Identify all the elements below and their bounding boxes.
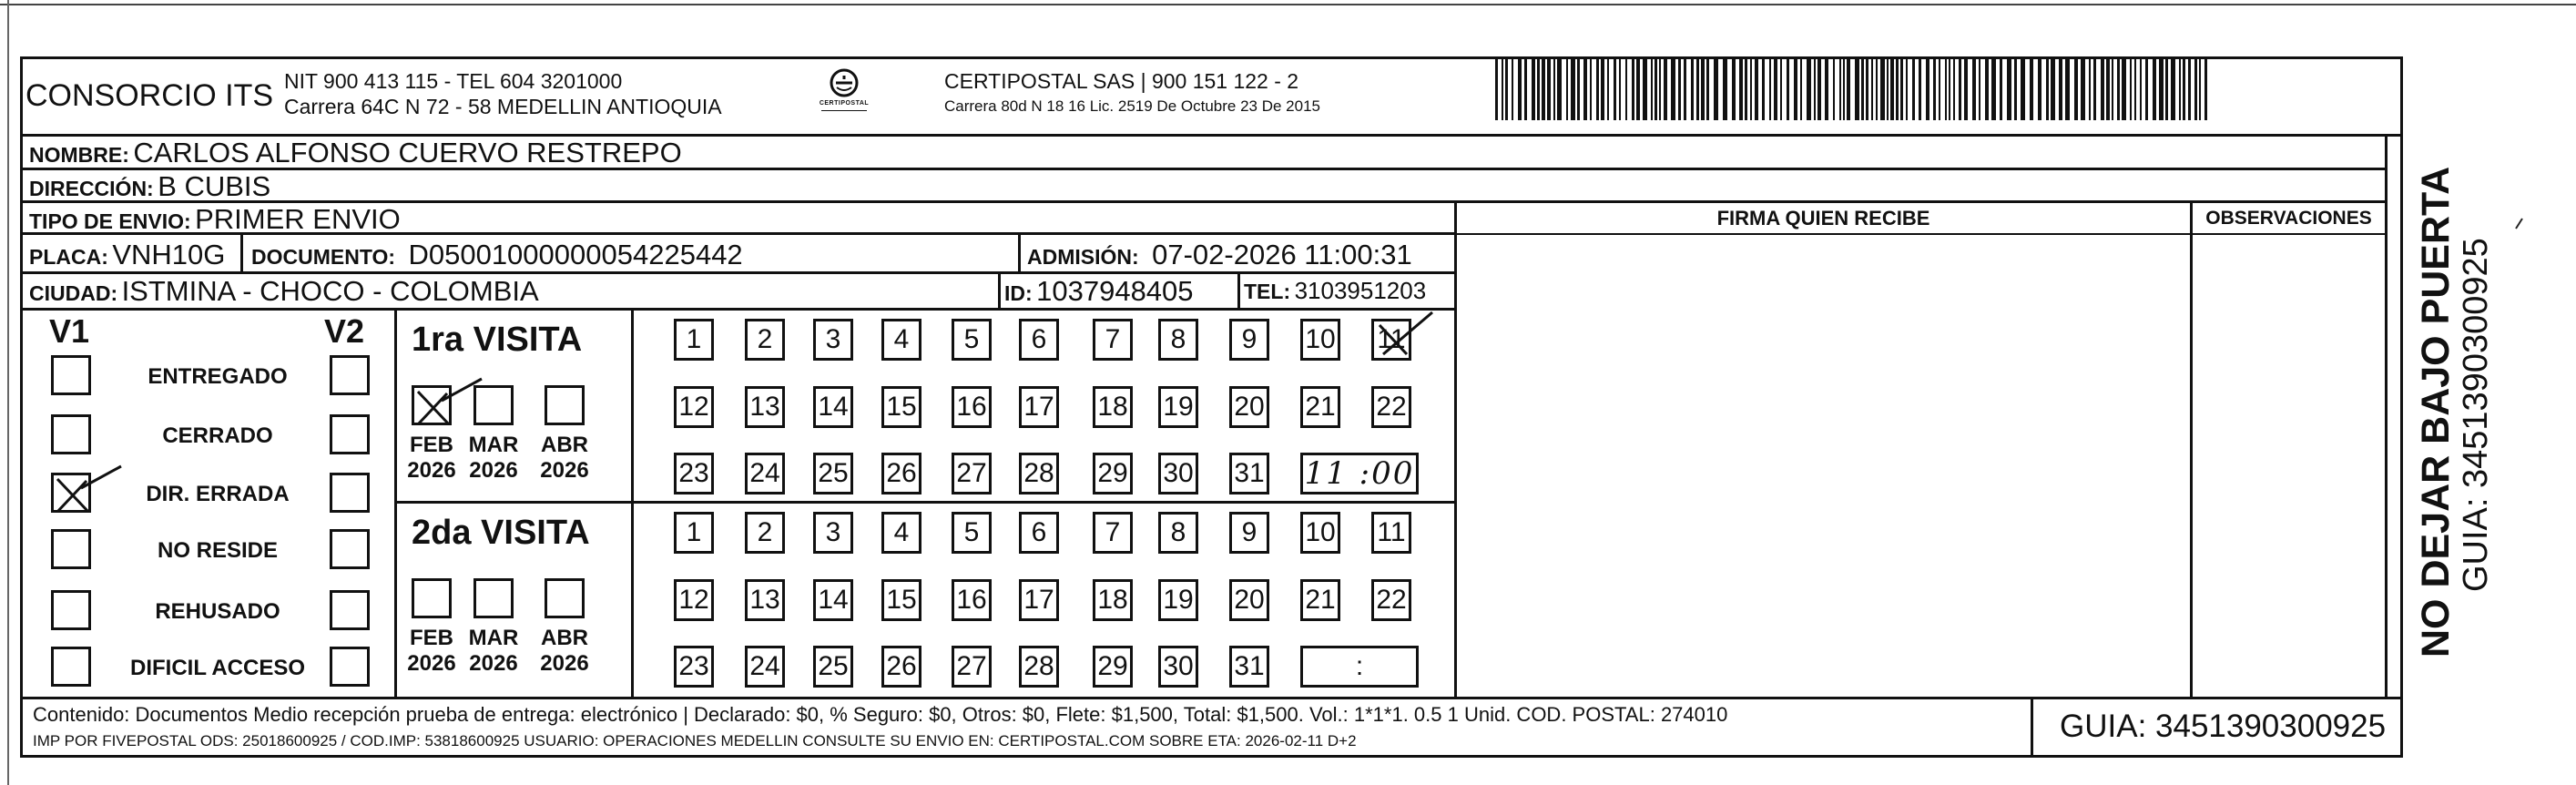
tipo-envio-label: TIPO DE ENVIO:: [29, 209, 191, 233]
second-visit-day-label-13: 13: [749, 585, 780, 615]
carrier-address: Carrera 80d N 18 16 Lic. 2519 De Octubre 23 De 2015: [944, 97, 1320, 115]
first-visit-day-20[interactable]: [1229, 386, 1269, 428]
second-visit-day-label-5: 5: [963, 517, 980, 547]
second-visit-day-label-12: 12: [678, 585, 709, 615]
carrier-name: CERTIPOSTAL SAS | 900 151 122 - 2: [944, 69, 1299, 93]
first-visit-day-label-26: 26: [886, 458, 917, 488]
first-visit-day-label-5: 5: [963, 324, 980, 354]
second-visit-day-5[interactable]: [952, 512, 992, 554]
second-visit-day-label-29: 29: [1097, 651, 1128, 681]
second-visit-time-value: :: [1355, 651, 1364, 681]
first-visit-day-label-11: 11: [1377, 324, 1406, 354]
first-visit-day-label-29: 29: [1097, 458, 1128, 488]
second-visit-day-26[interactable]: [881, 646, 921, 688]
first-visit-day-31[interactable]: [1229, 453, 1269, 494]
first-visit-day-label-25: 25: [818, 458, 849, 488]
scan-edge-top: [0, 4, 2576, 5]
second-visit-day-23[interactable]: [674, 646, 714, 688]
second-visit-time-box[interactable]: [1300, 646, 1419, 688]
first-visit-day-13[interactable]: [745, 386, 785, 428]
first-visit-day-9[interactable]: [1229, 319, 1269, 361]
v1-checkbox-1[interactable]: [51, 414, 91, 454]
second-visit-day-label-4: 4: [893, 517, 910, 547]
documento-value: D05001000000054225442: [408, 239, 743, 270]
first-visit-day-label-28: 28: [1023, 458, 1054, 488]
second-visit-day-24[interactable]: [745, 646, 785, 688]
first-visit-day-23[interactable]: [674, 453, 714, 494]
first-visit-month-year-1: 2026: [469, 457, 518, 483]
first-visit-day-label-12: 12: [678, 392, 709, 422]
second-visit-day-label-23: 23: [678, 651, 709, 681]
direccion-value: B CUBIS: [158, 170, 271, 202]
second-visit-month-year-2: 2026: [540, 650, 589, 676]
first-visit-day-label-17: 17: [1023, 392, 1054, 422]
nombre-value: CARLOS ALFONSO CUERVO RESTREPO: [133, 137, 682, 168]
second-visit-day-9[interactable]: [1229, 512, 1269, 554]
first-visit-day-label-10: 10: [1305, 324, 1336, 354]
second-visit-day-29[interactable]: [1093, 646, 1133, 688]
first-visit-day-28[interactable]: [1019, 453, 1059, 494]
second-visit-day-label-10: 10: [1305, 517, 1336, 547]
second-visit-month-label-1: [459, 626, 528, 676]
second-visit-day-label-21: 21: [1305, 585, 1336, 615]
second-visit-day-8[interactable]: [1158, 512, 1198, 554]
tel-label: TEL:: [1244, 280, 1291, 303]
v2-label: V2: [324, 312, 365, 350]
first-visit-day-15[interactable]: [881, 386, 921, 428]
second-visit-day-19[interactable]: [1158, 579, 1198, 621]
second-visit-day-3[interactable]: [813, 512, 853, 554]
first-visit-day-12[interactable]: [674, 386, 714, 428]
first-visit-day-label-16: 16: [956, 392, 987, 422]
first-visit-day-label-21: 21: [1305, 392, 1336, 422]
status-label-0: ENTREGADO: [148, 364, 288, 389]
second-visit-day-16[interactable]: [952, 579, 992, 621]
first-visit-day-label-4: 4: [893, 324, 910, 354]
status-label-3: NO RESIDE: [157, 538, 279, 563]
ciudad-label: CIUDAD:: [29, 281, 118, 305]
second-visit-day-28[interactable]: [1019, 646, 1059, 688]
second-visit-day-label-14: 14: [818, 585, 849, 615]
second-visit-day-label-31: 31: [1234, 651, 1265, 681]
second-visit-day-31[interactable]: [1229, 646, 1269, 688]
second-visit-day-12[interactable]: [674, 579, 714, 621]
first-visit-day-26[interactable]: [881, 453, 921, 494]
first-visit-day-8[interactable]: [1158, 319, 1198, 361]
second-visit-day-label-20: 20: [1234, 585, 1265, 615]
second-visit-day-label-22: 22: [1376, 585, 1407, 615]
side-vertical-text: [2413, 164, 2513, 665]
placa-value: VNH10G: [112, 239, 226, 270]
first-visit-day-label-24: 24: [749, 458, 780, 488]
v1-checkbox-4[interactable]: [51, 590, 91, 630]
v1-checkbox-3[interactable]: [51, 529, 91, 569]
first-visit-month-checkbox-2[interactable]: [545, 385, 585, 425]
status-label-1: CERRADO: [162, 423, 273, 448]
first-visit-month-label-0: [397, 433, 466, 483]
admision-value: 07-02-2026 11:00:31: [1152, 239, 1412, 270]
first-visit-day-10[interactable]: [1300, 319, 1340, 361]
second-visit-day-10[interactable]: [1300, 512, 1340, 554]
first-visit-day-25[interactable]: [813, 453, 853, 494]
second-visit-day-label-19: 19: [1163, 585, 1194, 615]
second-visit-day-15[interactable]: [881, 579, 921, 621]
first-visit-day-label-2: 2: [757, 324, 773, 354]
first-visit-month-label-1: [459, 433, 528, 483]
first-visit-day-label-9: 9: [1241, 324, 1257, 354]
first-visit-day-4[interactable]: [881, 319, 921, 361]
second-visit-day-2[interactable]: [745, 512, 785, 554]
second-visit-month-checkbox-2[interactable]: [545, 578, 585, 618]
second-visit-day-label-6: 6: [1031, 517, 1047, 547]
first-visit-day-label-15: 15: [886, 392, 917, 422]
second-visit-day-label-27: 27: [956, 651, 987, 681]
v1-checkbox-5[interactable]: [51, 647, 91, 687]
second-visit-month-label-2: [530, 626, 599, 676]
second-visit-month-name-1: MAR: [468, 626, 519, 650]
second-visit-day-17[interactable]: [1019, 579, 1059, 621]
first-visit-day-18[interactable]: [1093, 386, 1133, 428]
second-visit-day-label-28: 28: [1023, 651, 1054, 681]
certipostal-logo-text: CERTIPOSTAL: [819, 100, 870, 107]
second-visit-day-label-7: 7: [1105, 517, 1121, 547]
first-visit-day-22[interactable]: [1371, 386, 1411, 428]
first-visit-day-19[interactable]: [1158, 386, 1198, 428]
company-nit: NIT 900 413 115 - TEL 604 3201000: [284, 69, 623, 93]
second-visit-day-label-15: 15: [886, 585, 917, 615]
second-visit-title: 2da VISITA: [412, 514, 590, 552]
first-visit-day-1[interactable]: [674, 319, 714, 361]
first-visit-day-label-6: 6: [1031, 324, 1047, 354]
second-visit-day-6[interactable]: [1019, 512, 1059, 554]
first-visit-month-name-2: ABR: [541, 433, 588, 457]
first-visit-time-value: 11 :00: [1304, 455, 1415, 492]
first-visit-month-year-2: 2026: [540, 457, 589, 483]
second-visit-day-27[interactable]: [952, 646, 992, 688]
second-visit-day-label-1: 1: [686, 517, 702, 547]
second-visit-day-21[interactable]: [1300, 579, 1340, 621]
first-visit-time-box[interactable]: [1300, 453, 1419, 494]
tel-value: 3103951203: [1294, 277, 1427, 304]
documento-label: DOCUMENTO:: [251, 245, 396, 269]
observaciones-header: OBSERVACIONES: [2205, 208, 2372, 229]
side-guia: GUIA: 3451390300925: [2457, 238, 2495, 592]
v1-checkbox-0[interactable]: [51, 355, 91, 395]
first-visit-day-label-1: 1: [686, 324, 702, 354]
firma-header: FIRMA QUIEN RECIBE: [1716, 207, 1930, 229]
footer-imp-line: IMP POR FIVEPOSTAL ODS: 25018600925 / COD.IMP: 53818600925 USUARIO: OPERACIONES MEDELLIN CONSULTE SU ENVIO EN: CERTIPOSTAL.COM SOBRE ETA: 2026-02-11 D+2: [33, 732, 1357, 749]
second-visit-day-label-9: 9: [1241, 517, 1257, 547]
first-visit-day-30[interactable]: [1158, 453, 1198, 494]
second-visit-day-20[interactable]: [1229, 579, 1269, 621]
first-visit-day-2[interactable]: [745, 319, 785, 361]
footer-guia: GUIA: 3451390300925: [2060, 709, 2387, 744]
first-visit-day-label-14: 14: [818, 392, 849, 422]
second-visit-month-name-2: ABR: [541, 626, 588, 650]
ciudad-value: ISTMINA - CHOCO - COLOMBIA: [121, 275, 539, 307]
first-visit-day-29[interactable]: [1093, 453, 1133, 494]
status-label-5: DIFICIL ACCESO: [129, 656, 305, 680]
second-visit-day-label-3: 3: [825, 517, 841, 547]
second-visit-day-label-2: 2: [757, 517, 773, 547]
second-visit-day-22[interactable]: [1371, 579, 1411, 621]
second-visit-month-year-0: 2026: [407, 650, 456, 676]
first-visit-day-16[interactable]: [952, 386, 992, 428]
first-visit-day-label-8: 8: [1170, 324, 1186, 354]
v1-checkbox-2[interactable]: [51, 473, 91, 513]
first-visit-month-label-2: [530, 433, 599, 483]
first-visit-day-label-30: 30: [1163, 458, 1194, 488]
second-visit-month-year-1: 2026: [469, 650, 518, 676]
side-warning: NO DEJAR BAJO PUERTA: [2414, 166, 2458, 658]
first-visit-month-name-0: FEB: [410, 433, 453, 457]
nombre-label: NOMBRE:: [29, 143, 129, 167]
tipo-envio-value: PRIMER ENVIO: [195, 203, 401, 235]
id-value: 1037948405: [1036, 275, 1194, 307]
placa-label: PLACA:: [29, 245, 108, 269]
first-visit-day-11[interactable]: [1371, 319, 1411, 361]
second-visit-day-30[interactable]: [1158, 646, 1198, 688]
direccion-label: DIRECCIÓN:: [29, 177, 154, 200]
first-visit-day-label-23: 23: [678, 458, 709, 488]
first-visit-day-5[interactable]: [952, 319, 992, 361]
first-visit-day-label-31: 31: [1234, 458, 1265, 488]
second-visit-day-18[interactable]: [1093, 579, 1133, 621]
first-visit-day-17[interactable]: [1019, 386, 1059, 428]
second-visit-month-name-0: FEB: [410, 626, 453, 650]
second-visit-day-14[interactable]: [813, 579, 853, 621]
first-visit-day-label-27: 27: [956, 458, 987, 488]
first-visit-day-6[interactable]: [1019, 319, 1059, 361]
second-visit-day-1[interactable]: [674, 512, 714, 554]
second-visit-day-label-30: 30: [1163, 651, 1194, 681]
first-visit-month-name-1: MAR: [468, 433, 519, 457]
footer-content-line: Contenido: Documentos Medio recepción prueba de entrega: electrónico | Declarado: $0, % Seguro: $0, Otros: $0, Flete: $1,500, Total: $1,500. Vol.: 1*1*1. 0.5 1 Unid. COD. POSTAL: 274010: [33, 703, 1728, 726]
second-visit-day-label-8: 8: [1170, 517, 1186, 547]
company-name: CONSORCIO ITS: [25, 78, 274, 113]
stray-mark: [2515, 217, 2524, 229]
second-visit-day-label-16: 16: [956, 585, 987, 615]
second-visit-day-11[interactable]: [1371, 512, 1411, 554]
second-visit-day-label-11: 11: [1377, 517, 1406, 547]
first-visit-day-27[interactable]: [952, 453, 992, 494]
first-visit-title: 1ra VISITA: [412, 321, 583, 359]
status-label-2: DIR. ERRADA: [146, 482, 290, 506]
first-visit-day-3[interactable]: [813, 319, 853, 361]
first-visit-day-label-20: 20: [1234, 392, 1265, 422]
second-visit-day-25[interactable]: [813, 646, 853, 688]
first-visit-month-year-0: 2026: [407, 457, 456, 483]
first-visit-day-21[interactable]: [1300, 386, 1340, 428]
status-label-4: REHUSADO: [155, 599, 280, 624]
second-visit-day-13[interactable]: [745, 579, 785, 621]
first-visit-day-label-19: 19: [1163, 392, 1194, 422]
first-visit-day-label-7: 7: [1105, 324, 1121, 354]
first-visit-day-7[interactable]: [1093, 319, 1133, 361]
second-visit-month-label-0: [397, 626, 466, 676]
scan-edge-left: [7, 0, 9, 785]
first-visit-month-checkbox-0[interactable]: [412, 385, 452, 425]
admision-label: ADMISIÓN:: [1027, 245, 1139, 269]
first-visit-day-label-22: 22: [1376, 392, 1407, 422]
v1-label: V1: [49, 312, 90, 350]
second-visit-day-label-24: 24: [749, 651, 780, 681]
first-visit-day-label-13: 13: [749, 392, 780, 422]
company-address: Carrera 64C N 72 - 58 MEDELLIN ANTIOQUIA: [284, 95, 722, 118]
first-visit-month-checkbox-1[interactable]: [473, 385, 514, 425]
first-visit-day-label-3: 3: [825, 324, 841, 354]
second-visit-month-checkbox-1[interactable]: [473, 578, 514, 618]
second-visit-day-4[interactable]: [881, 512, 921, 554]
id-label: ID:: [1004, 281, 1033, 305]
first-visit-day-14[interactable]: [813, 386, 853, 428]
second-visit-day-label-18: 18: [1097, 585, 1128, 615]
second-visit-day-label-25: 25: [818, 651, 849, 681]
second-visit-month-checkbox-0[interactable]: [412, 578, 452, 618]
first-visit-day-24[interactable]: [745, 453, 785, 494]
second-visit-day-label-17: 17: [1023, 585, 1054, 615]
second-visit-day-label-26: 26: [886, 651, 917, 681]
first-visit-day-label-18: 18: [1097, 392, 1128, 422]
second-visit-day-7[interactable]: [1093, 512, 1133, 554]
